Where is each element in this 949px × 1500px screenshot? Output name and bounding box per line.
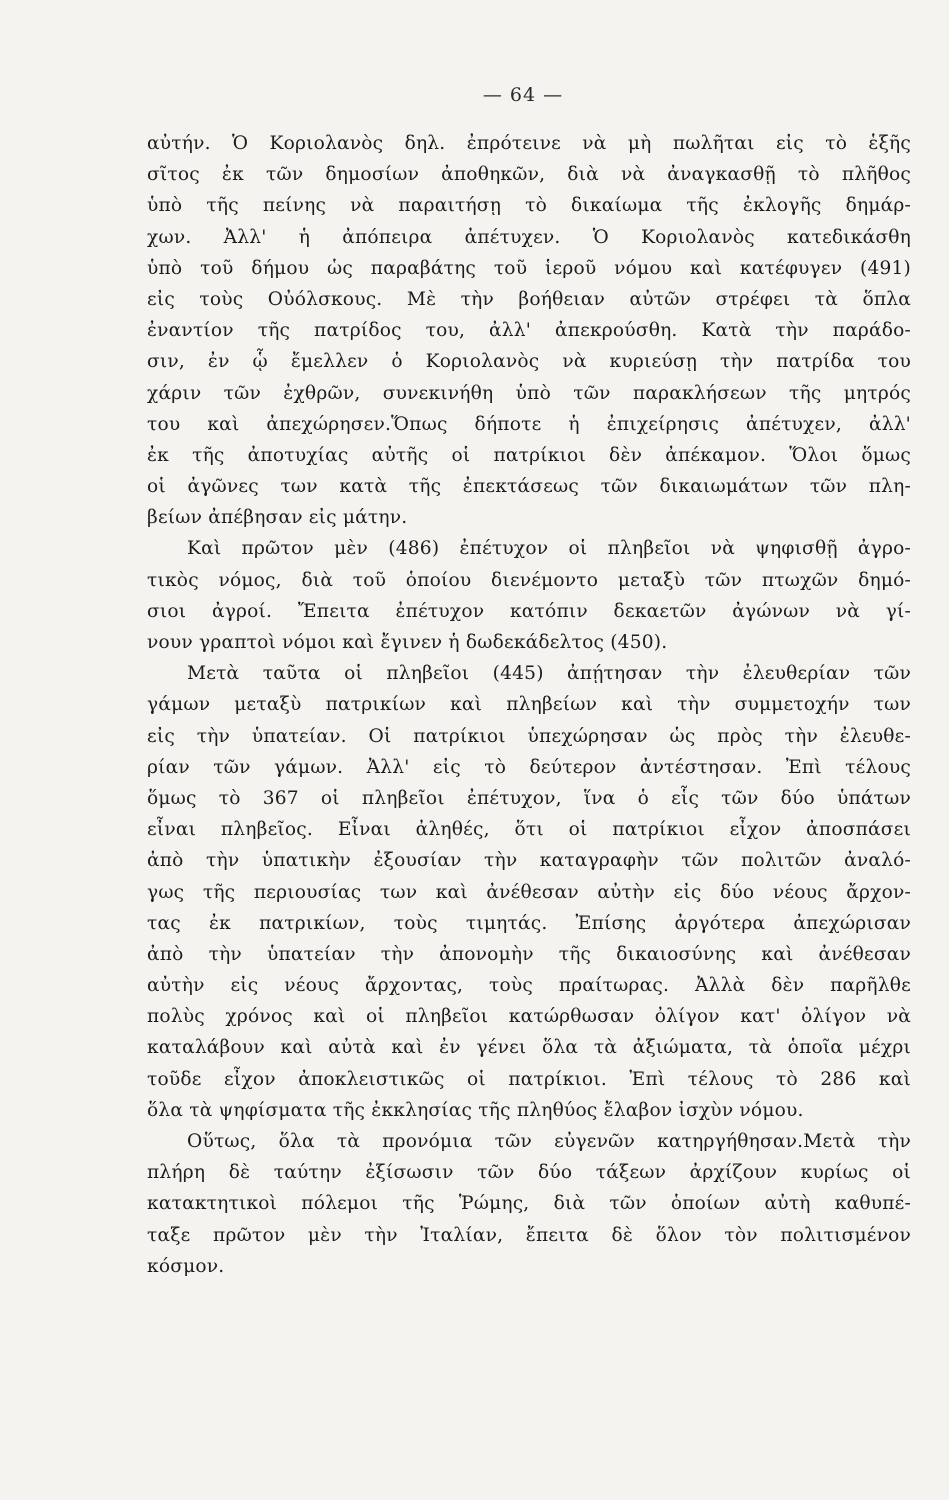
text-line: γάμων μεταξὺ πατρικίων καὶ πληβείων καὶ τὴν συμμετοχήν των [147,694,911,716]
text-line: τικὸς νόμος, διὰ τοῦ ὁποίου διενέμοντο μεταξὺ τῶν πτωχῶν δημό- [147,569,911,591]
text-line: ρίαν τῶν γάμων. Ἀλλ' εἰς τὸ δεύτερον ἀντέστησαν. Ἐπὶ τέλους [147,756,911,778]
text-line: ἐκ τῆς ἀποτυχίας αὐτῆς οἱ πατρίκιοι δὲν ἀπέκαμον. Ὅλοι ὅμως [147,444,911,466]
text-line: κόσμον. [147,1255,225,1277]
text-line: χάριν τῶν ἐχθρῶν, συνεκινήθη ὑπὸ τῶν παρακλήσεων τῆς μητρός [147,382,911,404]
text-line: σιοι ἀγροί. Ἔπειτα ἐπέτυχον κατόπιν δεκαετῶν ἀγώνων νὰ γί- [147,600,911,622]
text-line: ὅμως τὸ 367 οἱ πληβεῖοι ἐπέτυχον, ἵνα ὁ εἷς τῶν δύο ὑπάτων [147,787,911,809]
text-line: αὐτήν. Ὁ Κοριολανὸς δηλ. ἐπρότεινε νὰ μὴ πωλῆται εἰς τὸ ἑξῆς [147,133,911,154]
text-line: τας ἐκ πατρικίων, τοὺς τιμητάς. Ἐπίσης ἀργότερα ἀπεχώρισαν [147,912,911,934]
text-line: καταλάβουν καὶ αὐτὰ καὶ ἐν γένει ὅλα τὰ ἀξιώματα, τὰ ὁποῖα μέχρι [147,1037,911,1059]
text-line: γως τῆς περιουσίας των καὶ ἀνέθεσαν αὐτὴν εἰς δύο νέους ἄρχον- [147,881,911,903]
text-line: κατακτητικοὶ πόλεμοι τῆς Ῥώμης, διὰ τῶν ὁποίων αὐτὴ καθυπέ- [147,1193,911,1215]
text-line: ἀπὸ τὴν ὑπατικὴν ἐξουσίαν τὴν καταγραφὴν τῶν πολιτῶν ἀναλό- [147,850,911,872]
text-line: αὐτὴν εἰς νέους ἄρχοντας, τοὺς πραίτωρας. Ἀλλὰ δὲν παρῆλθε [147,975,911,997]
page-number: — 64 — [482,84,564,106]
text-line: εἰς τὴν ὑπατείαν. Οἱ πατρίκιοι ὑπεχώρησαν ὡς πρὸς τὴν ἐλευθε- [147,725,911,747]
text-line: χων. Ἀλλ' ἡ ἀπόπειρα ἀπέτυχεν. Ὁ Κοριολανὸς κατεδικάσθη [147,226,911,248]
text-line: ὑπὸ τῆς πείνης νὰ παραιτήσῃ τὸ δικαίωμα τῆς ἐκλογῆς δημάρ- [147,195,911,217]
text-line: νουν γραπτοὶ νόμοι καὶ ἔγινεν ἡ δωδεκάδελτος (450). [147,632,668,653]
text-line: Καὶ πρῶτον μὲν (486) ἐπέτυχον οἱ πληβεῖοι νὰ ψηφισθῇ ἀγρο- [187,538,911,560]
text-line: ἀπὸ τὴν ὑπατείαν τὴν ἀπονομὴν τῆς δικαιοσύνης καὶ ἀνέθεσαν [147,943,911,965]
text-line: εἶναι πληβεῖος. Εἶναι ἀληθές, ὅτι οἱ πατρίκιοι εἶχον ἀποσπάσει [147,819,911,841]
text-line: του καὶ ἀπεχώρησεν.Ὅπως δήποτε ἡ ἐπιχείρησις ἀπέτυχεν, ἀλλ' [147,413,911,435]
text-line: Μετὰ ταῦτα οἱ πληβεῖοι (445) ἀπῄτησαν τὴν ἐλευθερίαν τῶν [187,663,911,685]
text-line: πολὺς χρόνος καὶ οἱ πληβεῖοι κατώρθωσαν ὀλίγον κατ' ὀλίγον νὰ [147,1006,911,1028]
text-line: ὑπὸ τοῦ δήμου ὡς παραβάτης τοῦ ἱεροῦ νόμου καὶ κατέφυγεν (491) [147,257,911,279]
text-line: βείων ἀπέβησαν εἰς μάτην. [147,507,408,529]
text-line: πλήρη δὲ ταύτην ἐξίσωσιν τῶν δύο τάξεων ἀρχίζουν κυρίως οἱ [147,1162,911,1184]
text-line: Οὕτως, ὅλα τὰ προνόμια τῶν εὐγενῶν κατηργήθησαν.Μετὰ τὴν [187,1131,911,1152]
text-line: ὅλα τὰ ψηφίσματα τῆς ἐκκλησίας τῆς πληθύος ἔλαβον ἰσχὺν νόμου. [147,1099,804,1121]
text-line: σιν, ἐν ᾧ ἔμελλεν ὁ Κοριολανὸς νὰ κυριεύσῃ τὴν πατρίδα του [147,351,911,373]
text-line: σῖτος ἐκ τῶν δημοσίων ἀποθηκῶν, διὰ νὰ ἀναγκασθῇ τὸ πλῆθος [147,164,911,186]
text-line: ἐναντίον τῆς πατρίδος του, ἀλλ' ἀπεκρούσθη. Κατὰ τὴν παράδο- [147,320,911,342]
text-line: οἱ ἀγῶνες των κατὰ τῆς ἐπεκτάσεως τῶν δικαιωμάτων τῶν πλη- [147,476,911,498]
text-line: εἰς τοὺς Οὐόλσκους. Μὲ τὴν βοήθειαν αὐτῶν στρέφει τὰ ὅπλα [147,288,911,310]
text-line: τοῦδε εἶχον ἀποκλειστικῶς οἱ πατρίκιοι. Ἐπὶ τέλους τὸ 286 καὶ [147,1068,911,1090]
body-text [147,128,911,1282]
text-line: ταξε πρῶτον μὲν τὴν Ἰταλίαν, ἔπειτα δὲ ὅλον τὸν πολιτισμένον [147,1224,911,1246]
